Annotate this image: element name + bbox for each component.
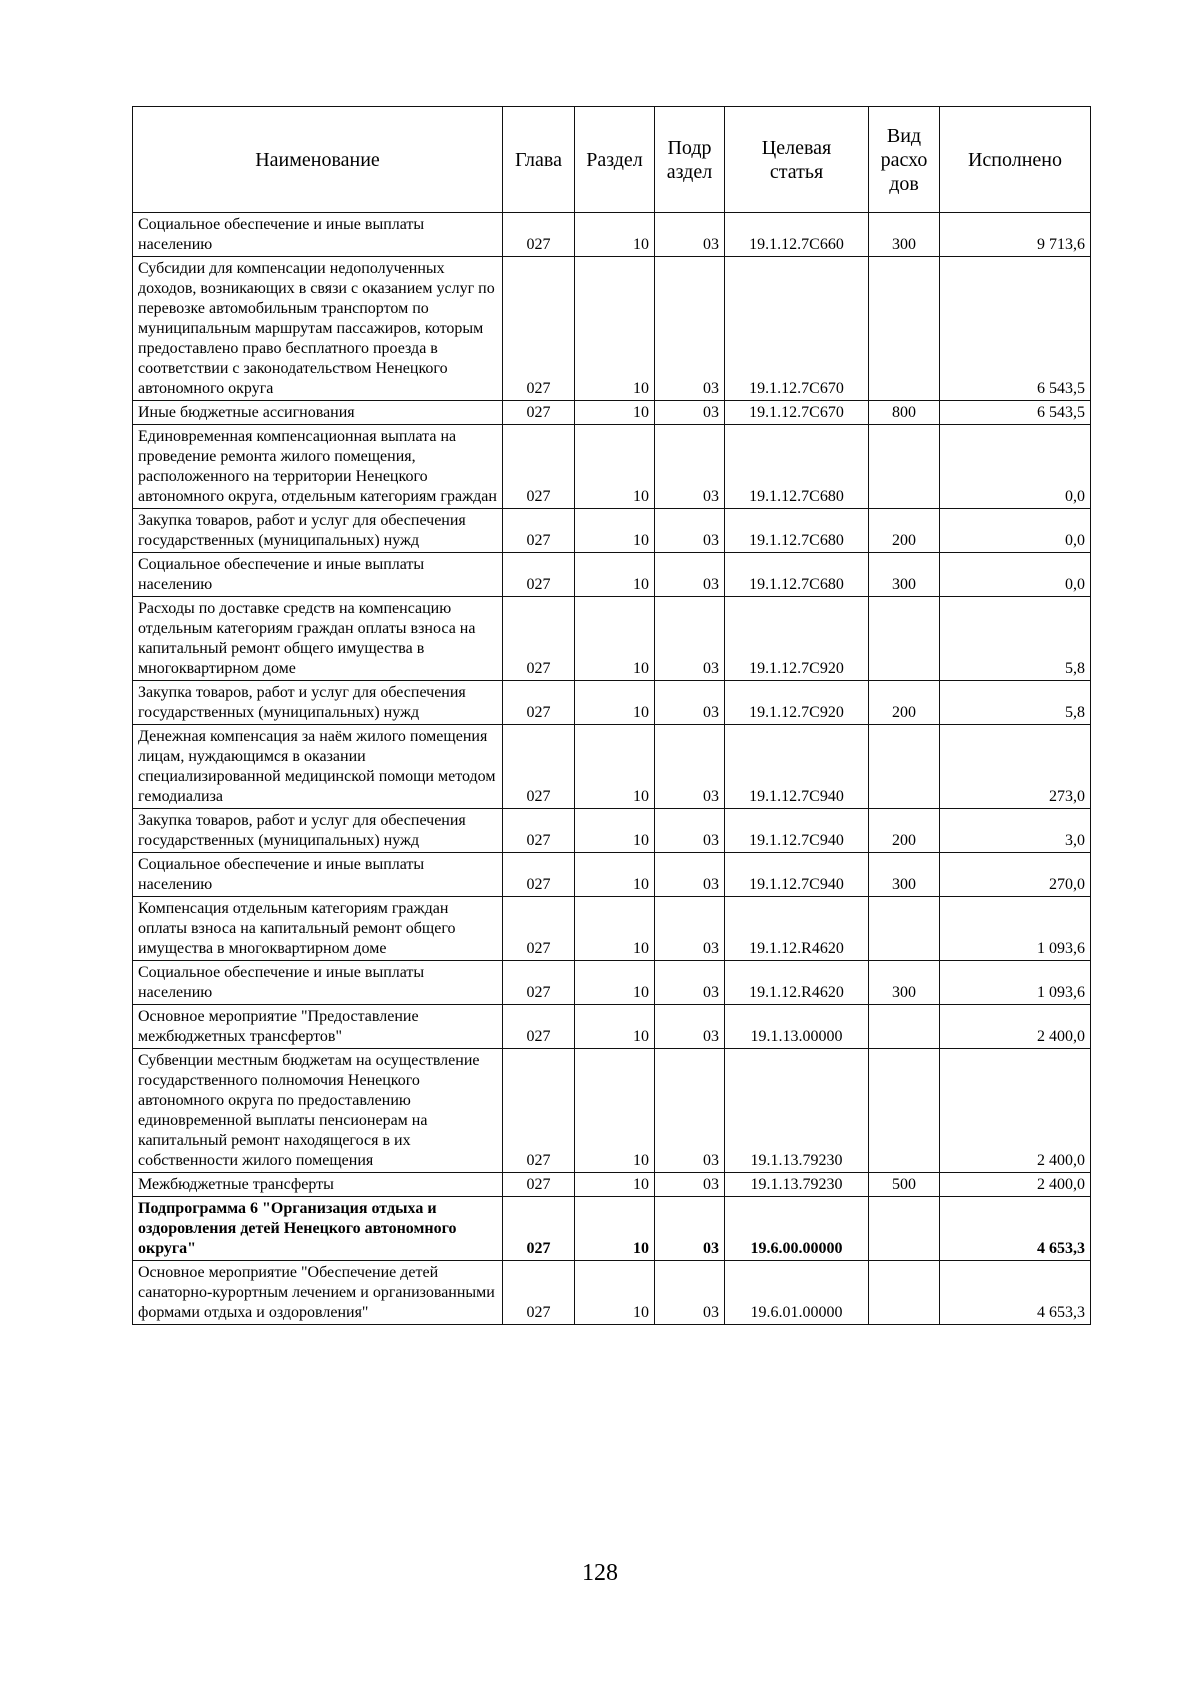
table-row: [133, 553, 1091, 597]
cell-executed: 2 400,0: [940, 1049, 1091, 1173]
cell-subsection: 03: [655, 681, 725, 725]
table-row: [133, 1197, 1091, 1261]
cell-name: Закупка товаров, работ и услуг для обеспечения государственных (муниципальных) нужд: [133, 681, 503, 725]
cell-section: 10: [575, 853, 655, 897]
cell-chapter: 027: [503, 425, 575, 509]
cell-section: 10: [575, 1049, 655, 1173]
cell-name: Денежная компенсация за наём жилого помещения лицам, нуждающимся в оказании специализированной медицинской помощи методом гемодиализа: [133, 725, 503, 809]
cell-executed: 9 713,6: [940, 213, 1091, 257]
cell-name: Социальное обеспечение и иные выплаты населению: [133, 553, 503, 597]
cell-section: 10: [575, 401, 655, 425]
cell-section: 10: [575, 1173, 655, 1197]
table-row: [133, 425, 1091, 509]
cell-name: Закупка товаров, работ и услуг для обеспечения государственных (муниципальных) нужд: [133, 509, 503, 553]
table-body: [133, 213, 1091, 1325]
cell-type: [869, 725, 940, 809]
cell-target: 19.1.12.7С680: [725, 553, 869, 597]
cell-name: Компенсация отдельным категориям граждан оплаты взноса на капитальный ремонт общего имущества в многоквартирном доме: [133, 897, 503, 961]
cell-chapter: 027: [503, 509, 575, 553]
table-row: [133, 401, 1091, 425]
cell-target: 19.1.12.7С670: [725, 401, 869, 425]
cell-name: Подпрограмма 6 "Организация отдыха и оздоровления детей Ненецкого автономного округа": [133, 1197, 503, 1261]
cell-subsection: 03: [655, 1261, 725, 1325]
budget-table: [132, 106, 1091, 1325]
cell-subsection: 03: [655, 425, 725, 509]
cell-target: 19.1.12.7С940: [725, 809, 869, 853]
cell-type: 800: [869, 401, 940, 425]
cell-type: [869, 897, 940, 961]
header-type-line2: расхо: [880, 148, 928, 171]
cell-subsection: 03: [655, 897, 725, 961]
cell-executed: 1 093,6: [940, 961, 1091, 1005]
cell-executed: 1 093,6: [940, 897, 1091, 961]
cell-chapter: 027: [503, 961, 575, 1005]
table-row: [133, 681, 1091, 725]
cell-target: 19.1.12.7С920: [725, 681, 869, 725]
cell-type: 500: [869, 1173, 940, 1197]
header-subsection: [655, 107, 725, 213]
table-header-row: [133, 107, 1091, 213]
cell-subsection: 03: [655, 853, 725, 897]
table-row: [133, 1005, 1091, 1049]
cell-chapter: 027: [503, 1173, 575, 1197]
cell-target: 19.1.12.7С940: [725, 725, 869, 809]
table-row: [133, 1049, 1091, 1173]
table-row: [133, 257, 1091, 401]
table-row: [133, 961, 1091, 1005]
cell-chapter: 027: [503, 725, 575, 809]
cell-executed: 2 400,0: [940, 1173, 1091, 1197]
table-row: [133, 1261, 1091, 1325]
cell-name: Единовременная компенсационная выплата на проведение ремонта жилого помещения, расположенного на территории Ненецкого автономного округа, отдельным категориям граждан: [133, 425, 503, 509]
cell-section: 10: [575, 425, 655, 509]
cell-chapter: 027: [503, 1261, 575, 1325]
cell-type: 300: [869, 853, 940, 897]
cell-executed: 5,8: [940, 597, 1091, 681]
cell-type: [869, 1049, 940, 1173]
cell-target: 19.1.12.R4620: [725, 897, 869, 961]
header-chapter: Глава: [503, 107, 575, 213]
header-subsection-line2: аздел: [666, 160, 713, 183]
cell-target: 19.1.12.7С670: [725, 257, 869, 401]
cell-chapter: 027: [503, 553, 575, 597]
header-type-line1: Вид: [886, 124, 922, 147]
cell-section: 10: [575, 509, 655, 553]
header-type-line3: дов: [889, 172, 919, 195]
cell-executed: 5,8: [940, 681, 1091, 725]
cell-target: 19.1.12.7С940: [725, 853, 869, 897]
cell-target: 19.1.13.79230: [725, 1173, 869, 1197]
cell-chapter: 027: [503, 809, 575, 853]
cell-subsection: 03: [655, 553, 725, 597]
cell-section: 10: [575, 681, 655, 725]
cell-type: [869, 1197, 940, 1261]
cell-executed: 2 400,0: [940, 1005, 1091, 1049]
table-row: [133, 509, 1091, 553]
header-section: Раздел: [575, 107, 655, 213]
cell-subsection: 03: [655, 1173, 725, 1197]
cell-subsection: 03: [655, 1005, 725, 1049]
cell-subsection: 03: [655, 213, 725, 257]
cell-name: Основное мероприятие "Предоставление межбюджетных трансфертов": [133, 1005, 503, 1049]
cell-type: 300: [869, 553, 940, 597]
cell-name: Иные бюджетные ассигнования: [133, 401, 503, 425]
table-row: [133, 213, 1091, 257]
cell-type: [869, 597, 940, 681]
cell-section: 10: [575, 553, 655, 597]
cell-target: 19.1.12.7С680: [725, 509, 869, 553]
cell-executed: 4 653,3: [940, 1197, 1091, 1261]
cell-subsection: 03: [655, 1197, 725, 1261]
cell-name: Субсидии для компенсации недополученных доходов, возникающих в связи с оказанием услуг по перевозке автомобильным транспортом по муниципальным маршрутам пассажиров, которым предоставлено право бесплатного проезда в соответствии с законодательством Ненецкого автономного округа: [133, 257, 503, 401]
header-subsection-line1: Подр: [667, 136, 712, 159]
cell-section: 10: [575, 897, 655, 961]
cell-target: 19.6.01.00000: [725, 1261, 869, 1325]
cell-executed: 0,0: [940, 509, 1091, 553]
table-row: [133, 725, 1091, 809]
cell-subsection: 03: [655, 725, 725, 809]
cell-executed: 270,0: [940, 853, 1091, 897]
cell-subsection: 03: [655, 401, 725, 425]
cell-chapter: 027: [503, 1005, 575, 1049]
header-target-line2: статья: [769, 160, 824, 183]
header-name: Наименование: [133, 107, 503, 213]
cell-subsection: 03: [655, 1049, 725, 1173]
cell-executed: 0,0: [940, 553, 1091, 597]
cell-target: 19.1.12.7С920: [725, 597, 869, 681]
cell-type: 200: [869, 509, 940, 553]
cell-section: 10: [575, 725, 655, 809]
cell-type: 300: [869, 961, 940, 1005]
cell-subsection: 03: [655, 809, 725, 853]
cell-executed: 6 543,5: [940, 401, 1091, 425]
cell-target: 19.1.13.00000: [725, 1005, 869, 1049]
cell-subsection: 03: [655, 257, 725, 401]
cell-chapter: 027: [503, 213, 575, 257]
table-row: [133, 597, 1091, 681]
cell-section: 10: [575, 961, 655, 1005]
cell-name: Основное мероприятие "Обеспечение детей санаторно-курортным лечением и организованными формами отдыха и оздоровления": [133, 1261, 503, 1325]
cell-target: 19.1.12.7С680: [725, 425, 869, 509]
table-row: [133, 1173, 1091, 1197]
cell-executed: 6 543,5: [940, 257, 1091, 401]
cell-executed: 273,0: [940, 725, 1091, 809]
cell-chapter: 027: [503, 681, 575, 725]
header-executed: Исполнено: [940, 107, 1091, 213]
cell-section: 10: [575, 1005, 655, 1049]
cell-subsection: 03: [655, 509, 725, 553]
cell-chapter: 027: [503, 597, 575, 681]
cell-chapter: 027: [503, 257, 575, 401]
cell-target: 19.1.12.7С660: [725, 213, 869, 257]
table-row: [133, 809, 1091, 853]
cell-target: 19.6.00.00000: [725, 1197, 869, 1261]
cell-chapter: 027: [503, 897, 575, 961]
cell-chapter: 027: [503, 853, 575, 897]
table-row: [133, 853, 1091, 897]
cell-name: Расходы по доставке средств на компенсацию отдельным категориям граждан оплаты взноса на капитальный ремонт общего имущества в многоквартирном доме: [133, 597, 503, 681]
cell-subsection: 03: [655, 961, 725, 1005]
cell-section: 10: [575, 809, 655, 853]
header-target: [725, 107, 869, 213]
cell-type: [869, 425, 940, 509]
cell-name: Закупка товаров, работ и услуг для обеспечения государственных (муниципальных) нужд: [133, 809, 503, 853]
cell-type: 300: [869, 213, 940, 257]
cell-subsection: 03: [655, 597, 725, 681]
cell-name: Субвенции местным бюджетам на осуществление государственного полномочия Ненецкого автономного округа по предоставлению единовременной выплаты пенсионерам на капитальный ремонт находящегося в их собственности жилого помещения: [133, 1049, 503, 1173]
cell-name: Социальное обеспечение и иные выплаты населению: [133, 213, 503, 257]
cell-type: [869, 257, 940, 401]
header-expense-type: [869, 107, 940, 213]
cell-chapter: 027: [503, 1197, 575, 1261]
cell-section: 10: [575, 597, 655, 681]
cell-target: 19.1.13.79230: [725, 1049, 869, 1173]
cell-executed: 0,0: [940, 425, 1091, 509]
cell-name: Межбюджетные трансферты: [133, 1173, 503, 1197]
cell-type: [869, 1005, 940, 1049]
cell-type: 200: [869, 809, 940, 853]
cell-name: Социальное обеспечение и иные выплаты населению: [133, 853, 503, 897]
cell-target: 19.1.12.R4620: [725, 961, 869, 1005]
cell-chapter: 027: [503, 1049, 575, 1173]
cell-executed: 4 653,3: [940, 1261, 1091, 1325]
page-number: 128: [582, 1560, 618, 1586]
cell-executed: 3,0: [940, 809, 1091, 853]
cell-section: 10: [575, 257, 655, 401]
cell-type: [869, 1261, 940, 1325]
cell-section: 10: [575, 1197, 655, 1261]
cell-type: 200: [869, 681, 940, 725]
cell-name: Социальное обеспечение и иные выплаты населению: [133, 961, 503, 1005]
cell-section: 10: [575, 1261, 655, 1325]
table-row: [133, 897, 1091, 961]
cell-section: 10: [575, 213, 655, 257]
cell-chapter: 027: [503, 401, 575, 425]
header-target-line1: Целевая: [761, 136, 832, 159]
